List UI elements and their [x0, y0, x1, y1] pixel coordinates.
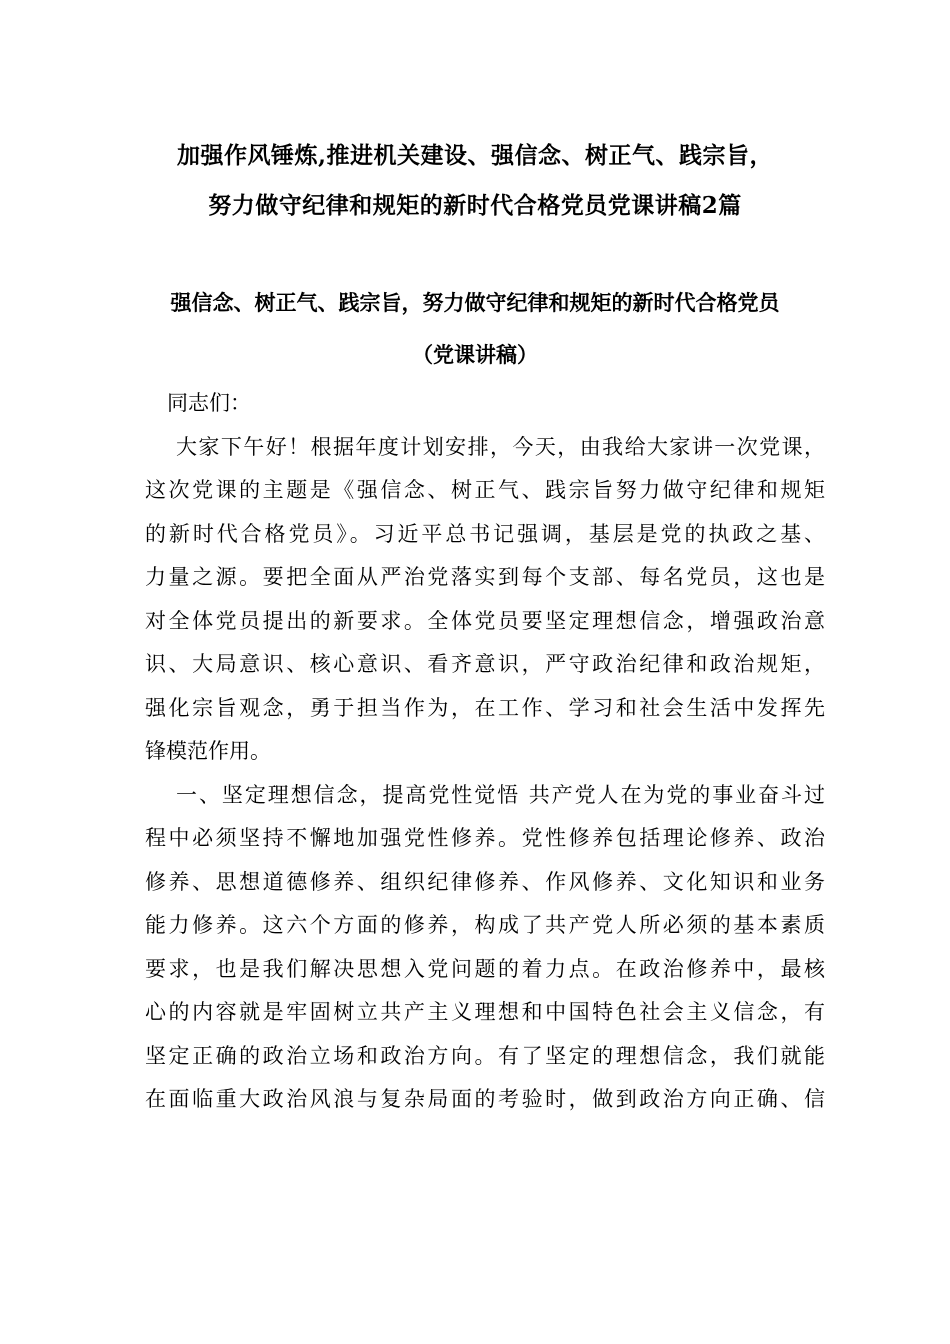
- document-title-line-2: 努力做守纪律和规矩的新时代合格党员党课讲稿2篇: [208, 192, 742, 219]
- paragraph-line: 心的内容就是牢固树立共产主义理想和中国特色社会主义信念，有: [145, 1000, 825, 1024]
- document-title-line-1: 加强作风锤炼,推进机关建设、强信念、树正气、践宗旨，: [176, 142, 773, 169]
- paragraph-line: 要求，也是我们解决思想入党问题的着力点。在政治修养中，最核: [145, 956, 825, 981]
- paragraph-line: 力量之源。要把全面从严治党落实到每个支部、每名党员，这也是: [145, 565, 825, 589]
- paragraph-line: 修养、思想道德修养、组织纪律修养、作风修养、文化知识和业务: [145, 869, 825, 894]
- lecture-title: 强信念、树正气、践宗旨，努力做守纪律和规矩的新时代合格党员: [170, 290, 780, 315]
- paragraph-line: 对全体党员提出的新要求。全体党员要坚定理想信念，增强政治意: [145, 608, 825, 633]
- paragraph-intro: [145, 426, 825, 774]
- paragraph-line: 能力修养。这六个方面的修养，构成了共产党人所必须的基本素质: [145, 913, 825, 937]
- lecture-subtitle: （党课讲稿）: [412, 342, 538, 367]
- paragraph-line: 坚定正确的政治立场和政治方向。有了坚定的理想信念，我们就能: [145, 1043, 825, 1068]
- paragraph-line: 在面临重大政治风浪与复杂局面的考验时，做到政治方向正确、信: [145, 1087, 825, 1111]
- paragraph-line: 强化宗旨观念，勇于担当作为，在工作、学习和社会生活中发挥先: [145, 695, 825, 720]
- document-body: [145, 382, 825, 1122]
- paragraph-section-1: [145, 774, 825, 1122]
- paragraph-line: 这次党课的主题是《强信念、树正气、践宗旨努力做守纪律和规矩: [145, 478, 825, 502]
- paragraph-line: 识、大局意识、核心意识、看齐意识，严守政治纪律和政治规矩，: [145, 652, 825, 676]
- paragraph-line: 程中必须坚持不懈地加强党性修养。党性修养包括理论修养、政治: [145, 826, 825, 850]
- greeting: 同志们：: [167, 391, 251, 415]
- paragraph-line: 一、坚定理想信念，提高党性觉悟 共产党人在为党的事业奋斗过: [176, 782, 825, 807]
- paragraph-line: 大家下午好！根据年度计划安排，今天，由我给大家讲一次党课，: [176, 434, 825, 459]
- paragraph-line: 锋模范作用。: [145, 739, 271, 763]
- paragraph-line: 的新时代合格党员》。习近平总书记强调，基层是党的执政之基、: [145, 521, 825, 546]
